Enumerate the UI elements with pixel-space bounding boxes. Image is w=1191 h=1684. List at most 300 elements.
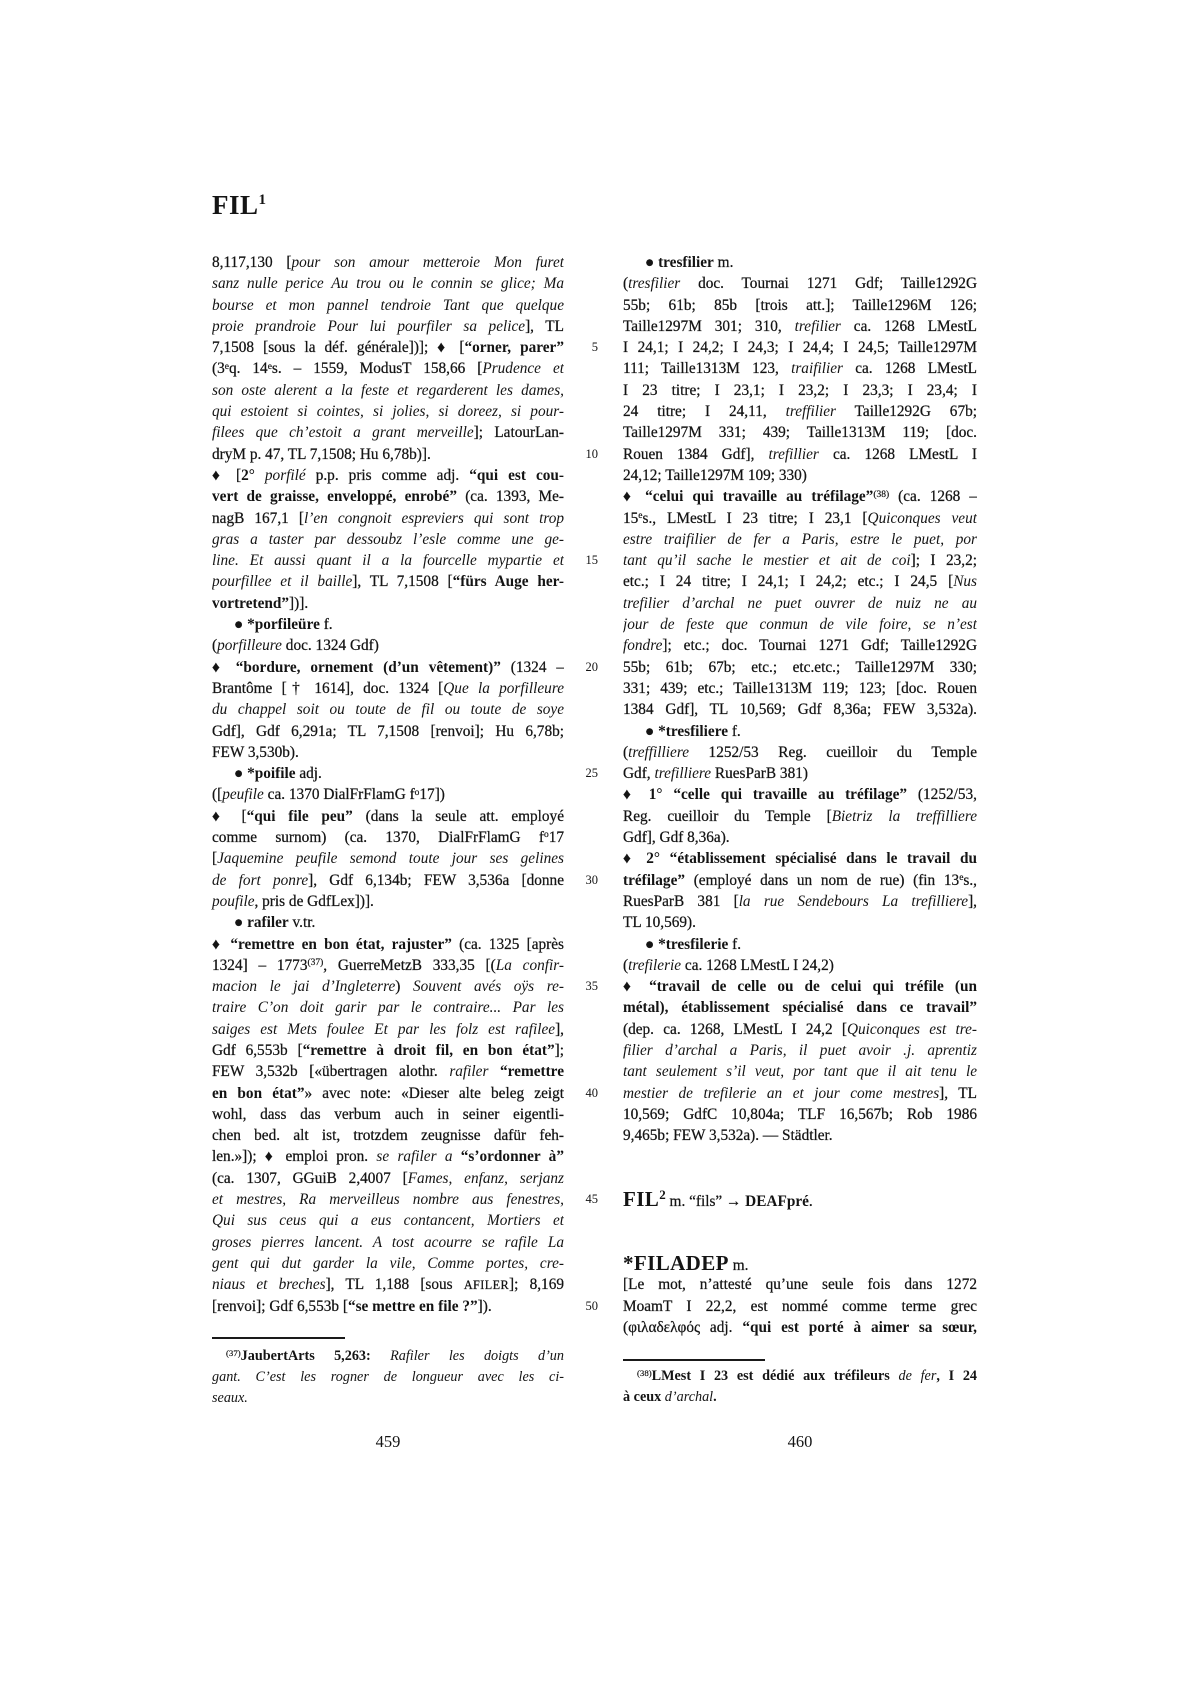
text-run: en bon état” [212, 1084, 305, 1102]
text-run: macion le jai d’Ingleterre [212, 978, 396, 996]
text-run: 1° [648, 786, 663, 804]
right-footnote [623, 1366, 977, 1408]
text-run: doc. 1324 Gdf) [281, 637, 379, 655]
superscript-text: o [543, 830, 549, 841]
text-line [212, 614, 564, 635]
text-line [212, 742, 564, 763]
text-line [212, 1104, 564, 1125]
text-run: Brantôme [† 1614], doc. 1324 [ [212, 679, 444, 697]
text-run: ♦ [212, 935, 231, 953]
text-line [623, 316, 977, 337]
text-line [623, 870, 977, 891]
text-run: pour son amour metteroie Mon furet [291, 254, 564, 271]
blank-line [623, 1146, 977, 1167]
text-run: 24,12; Taille1297M 109; 330) [623, 466, 807, 484]
text-run: ])]. [289, 594, 309, 612]
text-run: tresfilier [628, 275, 681, 293]
text-run: FEW 3,532b [«übertragen alothr. [212, 1063, 450, 1081]
text-run: “bordure, ornement (d’un vêtement)” [235, 658, 501, 676]
text-run: groses pierres lancent. A tost acourre se rafile La [212, 1233, 564, 1251]
text-run: ]; [554, 1041, 564, 1059]
text-run: doc. Tournai 1271 Gdf; Taille1292G [680, 275, 977, 293]
text-run: Quiconques est tre- [846, 1020, 977, 1038]
text-run: tant seulement s’il veut, por tant que il ait tenu le [623, 1063, 977, 1081]
text-run: “remettre en bon état, rajuster” [230, 935, 452, 953]
text-run: ], [968, 892, 977, 910]
text-run: chen bed. alt ist, trotzdem zeugnisse dafür feh- [212, 1127, 564, 1145]
text-run: ]; LatourLan- [473, 424, 564, 442]
text-run: gent qui dut garder la vile, Comme portes, cre- [212, 1254, 564, 1272]
text-line [212, 784, 564, 805]
text-line [212, 1253, 564, 1274]
text-line [623, 1250, 977, 1275]
text-run: 1252/53 Reg. cueilloir du Temple [689, 743, 977, 761]
text-line [623, 444, 977, 465]
text-line [212, 1210, 564, 1231]
text-run: à ceux [623, 1389, 665, 1406]
text-run: FIL [623, 1187, 660, 1212]
text-run: Fames, enfanz, serjanz [407, 1169, 564, 1187]
text-run: métal), établissement spécialisé dans ce travail” [623, 999, 977, 1017]
superscript-text: e [267, 361, 272, 372]
text-run: son oste alerent a la feste et regarderent les dames, [212, 381, 564, 399]
text-line [212, 486, 564, 507]
text-line [212, 316, 564, 337]
text-run: f. [728, 722, 741, 740]
text-run: 17]) [419, 786, 445, 804]
text-run: “remettre [500, 1063, 564, 1081]
text-line [212, 1296, 564, 1317]
text-run: ca. 1268 LMestL I 24,2) [681, 956, 834, 974]
text-line [623, 912, 977, 933]
text-line [623, 699, 977, 720]
text-run: ], TL [939, 1084, 977, 1102]
line-number: 20 [585, 659, 598, 674]
text-run: treffilier [785, 403, 837, 421]
page-headword [212, 190, 266, 221]
text-run: traire C’on doit garir par le contraire... Par les [212, 999, 564, 1017]
text-run: ], [555, 1020, 564, 1038]
blank-line [623, 1232, 977, 1253]
text-run: adj. [295, 765, 322, 783]
text-run: “se mettre en file ?” [347, 1297, 478, 1315]
text-line [623, 997, 977, 1018]
text-run: ( [623, 743, 629, 761]
text-run: FEW 3,530b). [212, 743, 299, 761]
text-line [623, 1387, 977, 1408]
text-line [623, 508, 977, 529]
text-line [212, 529, 564, 550]
text-run: Souvent avés oÿs re- [412, 978, 564, 996]
text-line [623, 1061, 977, 1082]
text-run: estre traifilier de fer a Paris, estre le puet, por [623, 530, 977, 548]
text-run: ca. 1370 DialFrFlamG f [263, 786, 415, 804]
line-number-gutter [552, 252, 598, 1372]
text-line [212, 827, 564, 848]
text-run: d’archal [664, 1389, 714, 1406]
text-run: *tresfiliere [658, 722, 729, 740]
superscript-text: o [414, 787, 420, 798]
text-line [623, 1083, 977, 1104]
text-run: “celle qui travaille au tréfilage” [673, 786, 908, 804]
text-run: traifilier [791, 360, 843, 378]
text-run: trefilier d’archal ne puet ouvrer de nuiz ne au [623, 594, 977, 612]
left-footnote [212, 1346, 564, 1409]
text-run: Que la porfilleure [443, 679, 564, 697]
text-run: v.tr. [288, 914, 316, 932]
text-run: [Le mot, n’attesté qu’une seule fois dans 1272 [623, 1276, 977, 1294]
text-line [623, 635, 977, 656]
text-run: AFILER [463, 1278, 510, 1293]
text-run: et mestres, Ra merveilleus nombre aus fenestres, [212, 1191, 564, 1209]
text-run: ( [623, 275, 629, 293]
text-run: DEAFpré [745, 1193, 809, 1211]
text-run: I 23 titre; I 23,1; I 23,2; I 23,3; I 23,4; I [623, 381, 977, 399]
text-run: ● [234, 616, 248, 634]
text-line [623, 1104, 977, 1125]
text-line [623, 784, 977, 805]
blank-line [623, 1210, 977, 1231]
text-run: du chappel soit ou toute de fil ou toute de soye [212, 701, 564, 719]
text-run [660, 850, 670, 867]
text-line [212, 721, 564, 742]
text-run: (1252/53, [907, 786, 977, 804]
text-run: pourfillee et il baille [212, 573, 353, 591]
text-run: fondre [623, 637, 663, 655]
text-run: 10,569; GdfC 10,804a; TLF 16,567b; Rob 1986 [623, 1105, 977, 1123]
text-run: dryM p. 47, TL 7,1508; Hu 6,78b)]. [212, 445, 431, 463]
left-footnote-rule [212, 1337, 345, 1339]
text-run: 2° [646, 850, 661, 868]
text-line [623, 1366, 977, 1387]
text-run: 8,117,130 [ [212, 254, 292, 271]
text-run: . [808, 1193, 813, 1211]
text-line [212, 1061, 564, 1082]
text-line [623, 1019, 977, 1040]
text-line [623, 742, 977, 763]
text-run: Gdf], Gdf 8,36a). [623, 829, 730, 847]
text-line [212, 252, 564, 273]
text-run: tréfilage” [623, 871, 686, 889]
text-run: ♦ [623, 786, 649, 804]
text-line [623, 1040, 977, 1061]
text-line [212, 422, 564, 443]
text-run: rafiler [247, 914, 289, 932]
text-run: ], Gdf 6,134b; FEW 3,536a [donne [308, 871, 564, 889]
text-run: (employé dans un nom de rue) (fin 13 [685, 871, 960, 889]
text-line [623, 891, 977, 912]
text-line [623, 827, 977, 848]
text-run: (φιλαδελφός adj. [623, 1318, 743, 1336]
superscript-text: (38) [637, 1367, 652, 1378]
text-run: se rafiler a [376, 1148, 453, 1166]
text-line [623, 848, 977, 869]
text-line [212, 1146, 564, 1167]
text-run: 2 [659, 1187, 666, 1203]
text-run: saiges est Mets foulee Et par les folz est rafilee [212, 1020, 556, 1038]
text-run: p.p. pris comme adj. [305, 466, 470, 484]
text-run: , I 24 [936, 1368, 977, 1384]
text-run: ● [645, 254, 659, 271]
text-run: porfilé [264, 466, 306, 484]
text-line [623, 1125, 977, 1146]
text-line [623, 593, 977, 614]
text-line [212, 1083, 564, 1104]
text-line [623, 678, 977, 699]
text-run: trefillier [768, 445, 819, 463]
text-run: ● [645, 935, 659, 953]
text-line [623, 1189, 977, 1210]
page-number-right: 460 [787, 1432, 813, 1451]
text-run: . [713, 1389, 717, 1406]
text-line [212, 848, 564, 869]
text-run: proie prandroie Pour lui pourfiler sa pelice [212, 317, 526, 335]
text-run: tant qu’il sache le mestier et ait de coi [623, 552, 911, 570]
text-run: “remettre à droit fil, en bon état” [302, 1041, 555, 1059]
text-run: , pris de GdfLex])]. [254, 892, 374, 910]
text-run: “celui qui travaille au tréfilage” [645, 488, 874, 506]
text-run: [renvoi]; Gdf 6,553b [ [212, 1297, 348, 1315]
superscript-text: (37) [307, 958, 324, 969]
text-run: ], TL [525, 317, 564, 335]
text-run: Nus [953, 573, 977, 591]
text-run: ], TL 7,1508 [ [352, 573, 453, 591]
text-run: poufile [212, 892, 255, 910]
text-line [212, 550, 564, 571]
text-run: f. [319, 616, 333, 634]
text-run: 1 [258, 192, 267, 208]
text-run: MoamT I 22,2, est nommé comme terme grec [623, 1297, 977, 1315]
text-run: RuesParB 381) [711, 765, 808, 783]
text-run: Bietriz la treffilliere [831, 807, 977, 825]
text-line [212, 593, 564, 614]
text-run: 17 [548, 829, 564, 847]
text-run: “travail de celle ou de celui qui tréfile (un [649, 978, 977, 996]
text-run: porfilleure [217, 637, 282, 655]
text-run: trefilier [794, 317, 841, 335]
text-line [212, 295, 564, 316]
text-run [662, 786, 673, 803]
text-line [623, 358, 977, 379]
text-run: “établissement spécialisé dans le travail du [669, 850, 977, 868]
text-run: 24 titre; I 24,11, [623, 403, 786, 421]
text-run: ], TL 1,188 [sous [325, 1276, 464, 1294]
text-run: mestier de trefilerie an et jour come mestres [623, 1084, 940, 1102]
text-run: ♦ [ [212, 807, 247, 825]
text-line [623, 380, 977, 401]
text-line [212, 273, 564, 294]
text-line [212, 635, 564, 656]
text-run: ]; I 23,2; [910, 552, 977, 570]
text-run: I 24,1; I 24,2; I 24,3; I 24,4; I 24,5; Taille1297M [623, 339, 977, 357]
text-line [623, 955, 977, 976]
text-run: m. [713, 254, 734, 271]
text-run: ]; 8,169 [509, 1276, 564, 1294]
text-run: rafiler [449, 1063, 489, 1081]
text-line [623, 1296, 977, 1317]
text-run: treffilliere [628, 743, 689, 761]
text-run: ca. 1268 LMestL [842, 360, 977, 378]
text-line [623, 252, 977, 273]
superscript-text: e [224, 361, 229, 372]
text-line [212, 870, 564, 891]
text-run: Taille1297M 331; 439; Taille1313M 119; [doc. [623, 424, 977, 442]
text-run: La confir- [495, 956, 564, 974]
right-footnote-rule [623, 1359, 765, 1361]
text-run: “qui est porté à aimer sa sœur, [742, 1318, 977, 1336]
text-run: la rue Sendebours La trefilliere [738, 892, 969, 910]
text-line [623, 657, 977, 678]
text-run: *porfileüre [247, 616, 320, 634]
line-number: 30 [585, 872, 598, 887]
text-line [623, 806, 977, 827]
text-line [212, 657, 564, 678]
text-run: ) [395, 978, 413, 996]
text-run: ♦ [623, 850, 647, 868]
text-run: s., [963, 871, 977, 889]
text-run: nagB 167,1 [ [212, 509, 304, 527]
text-run: “s’ordonner à” [460, 1148, 564, 1166]
text-run: l’en congnoit espreviers qui sont trop [303, 509, 564, 527]
text-line [212, 465, 564, 486]
text-run: Gdf 6,553b [ [212, 1041, 303, 1059]
text-run: (ca. 1307, GGuiB 2,4007 [ [212, 1169, 408, 1187]
text-line [212, 1189, 564, 1210]
text-run: f. [728, 935, 742, 953]
text-run: gras a taster par dessoubz l’esle comme une ge- [212, 530, 564, 548]
text-line [212, 1125, 564, 1146]
text-run: (dans la seule att. employé [352, 807, 564, 825]
text-run: Gdf, [623, 765, 655, 783]
text-run: len.»]); ♦ emploi pron. [212, 1148, 377, 1166]
text-line [212, 997, 564, 1018]
text-run: m. “fils” → [665, 1193, 746, 1211]
text-run: s. – 1559, ModusT 158,66 [ [271, 360, 483, 378]
text-run: ● [234, 914, 248, 932]
text-run: “orner, parer” [464, 339, 564, 357]
text-line [623, 529, 977, 550]
text-line [212, 976, 564, 997]
text-line [212, 763, 564, 784]
text-run: niaus et breches [212, 1276, 326, 1294]
text-run: (ca. 1325 [après [451, 935, 564, 953]
line-number: 35 [585, 979, 598, 994]
text-run: trefilliere [654, 765, 712, 783]
text-run: “fürs Auge her- [452, 573, 564, 591]
text-run: *FILADEP [623, 1250, 729, 1275]
text-run: gant. C’est les rogner de longueur avec les ci- [212, 1369, 564, 1386]
text-run: Jaquemine peufile semond toute jour ses gelines [217, 850, 564, 868]
text-run: JaubertArts 5,263: [240, 1348, 391, 1364]
text-line [212, 934, 564, 955]
line-number: 40 [585, 1085, 598, 1100]
text-line [623, 401, 977, 422]
superscript-text: (37) [226, 1347, 241, 1358]
text-run: 1324] – 1773 [212, 956, 308, 974]
text-run: Rouen 1384 Gdf], [623, 445, 769, 463]
text-run: 9,465b; FEW 3,532a). — Städtler. [623, 1127, 833, 1145]
text-line [623, 1274, 977, 1295]
text-line [212, 1274, 564, 1295]
text-run: (3 [212, 360, 225, 378]
right-column [623, 252, 977, 1338]
text-line [212, 891, 564, 912]
text-run: jour de feste que conmun de vile foire, se n’est [623, 616, 977, 634]
text-run: ca. 1268 LMestL [840, 317, 977, 335]
text-line [623, 571, 977, 592]
text-run: 2° [241, 466, 255, 484]
text-run [488, 1063, 500, 1080]
text-line [623, 465, 977, 486]
text-line [623, 976, 977, 997]
text-run: peufile [222, 786, 264, 804]
text-run: TL 10,569). [623, 914, 696, 932]
text-line [212, 1346, 564, 1367]
text-run: wohl, dass das verbum auch in seiner eigentli- [212, 1105, 564, 1123]
text-line [623, 295, 977, 316]
text-run: LMest I 23 est dédié aux tréfileurs [651, 1368, 899, 1384]
text-line [212, 1040, 564, 1061]
text-line [212, 1168, 564, 1189]
text-run: sanz nulle perice Au trou ou le connin se glice; Ma [212, 275, 564, 293]
text-run: ]; etc.; doc. Tournai 1271 Gdf; Taille1292G [662, 637, 977, 655]
text-run: bourse et mon pannel tendroie Tant que quelque [212, 296, 564, 314]
text-line [623, 763, 977, 784]
line-number: 10 [585, 446, 598, 461]
text-line [623, 550, 977, 571]
text-run: ● [234, 765, 248, 783]
text-run: ● [645, 722, 659, 740]
line-number: 5 [591, 340, 598, 355]
text-run: Taille1297M 301; 310, [623, 317, 795, 335]
text-run: “qui est cou- [469, 466, 564, 484]
text-line [212, 401, 564, 422]
text-run: Qui sus ceus qui a eus contancent, Mortiers et [212, 1212, 564, 1230]
text-run: “qui file peu” [246, 807, 353, 825]
text-run: (ca. 1393, Me- [456, 488, 564, 506]
line-number: 15 [585, 553, 598, 568]
blank-line [623, 1168, 977, 1189]
text-run: 55b; 61b; 85b [trois att.]; Taille1296M 126; [623, 296, 977, 314]
text-run: Quiconques veut [867, 509, 977, 527]
text-run: de fort ponre [212, 871, 309, 889]
text-run: 15 [623, 509, 639, 527]
text-run: *tresfilerie [658, 935, 729, 953]
text-run: 1384 Gdf], TL 10,569; Gdf 8,36a; FEW 3,532a). [623, 701, 977, 719]
text-run: » avec note: «Dieser alte beleg zeigt [304, 1084, 564, 1102]
text-run: (dep. ca. 1268, LMestL I 24,2 [ [623, 1020, 847, 1038]
left-column [212, 252, 564, 1317]
text-run: Prudence et [482, 360, 564, 378]
text-run: ♦ [ [212, 466, 242, 484]
text-run: ♦ [623, 978, 650, 996]
line-number: 45 [585, 1192, 598, 1207]
text-line [212, 571, 564, 592]
text-run: (1324 – [500, 658, 564, 676]
text-run: vortretend” [212, 594, 290, 612]
text-line [623, 614, 977, 635]
text-line [212, 508, 564, 529]
text-run: 55b; 61b; 67b; etc.; etc.etc.; Taille1297M 330; [623, 658, 977, 676]
text-run: Rafiler les doigts d’un [390, 1348, 564, 1364]
text-line [212, 380, 564, 401]
text-run [255, 467, 265, 484]
text-run: trefilerie [628, 956, 682, 974]
text-run: etc.; I 24 titre; I 24,1; I 24,2; etc.; I 24,5 [ [623, 573, 954, 591]
text-line [623, 1317, 977, 1338]
text-line [623, 273, 977, 294]
text-run: 331; 439; etc.; Taille1313M 119; 123; [doc. Rouen [623, 679, 977, 697]
